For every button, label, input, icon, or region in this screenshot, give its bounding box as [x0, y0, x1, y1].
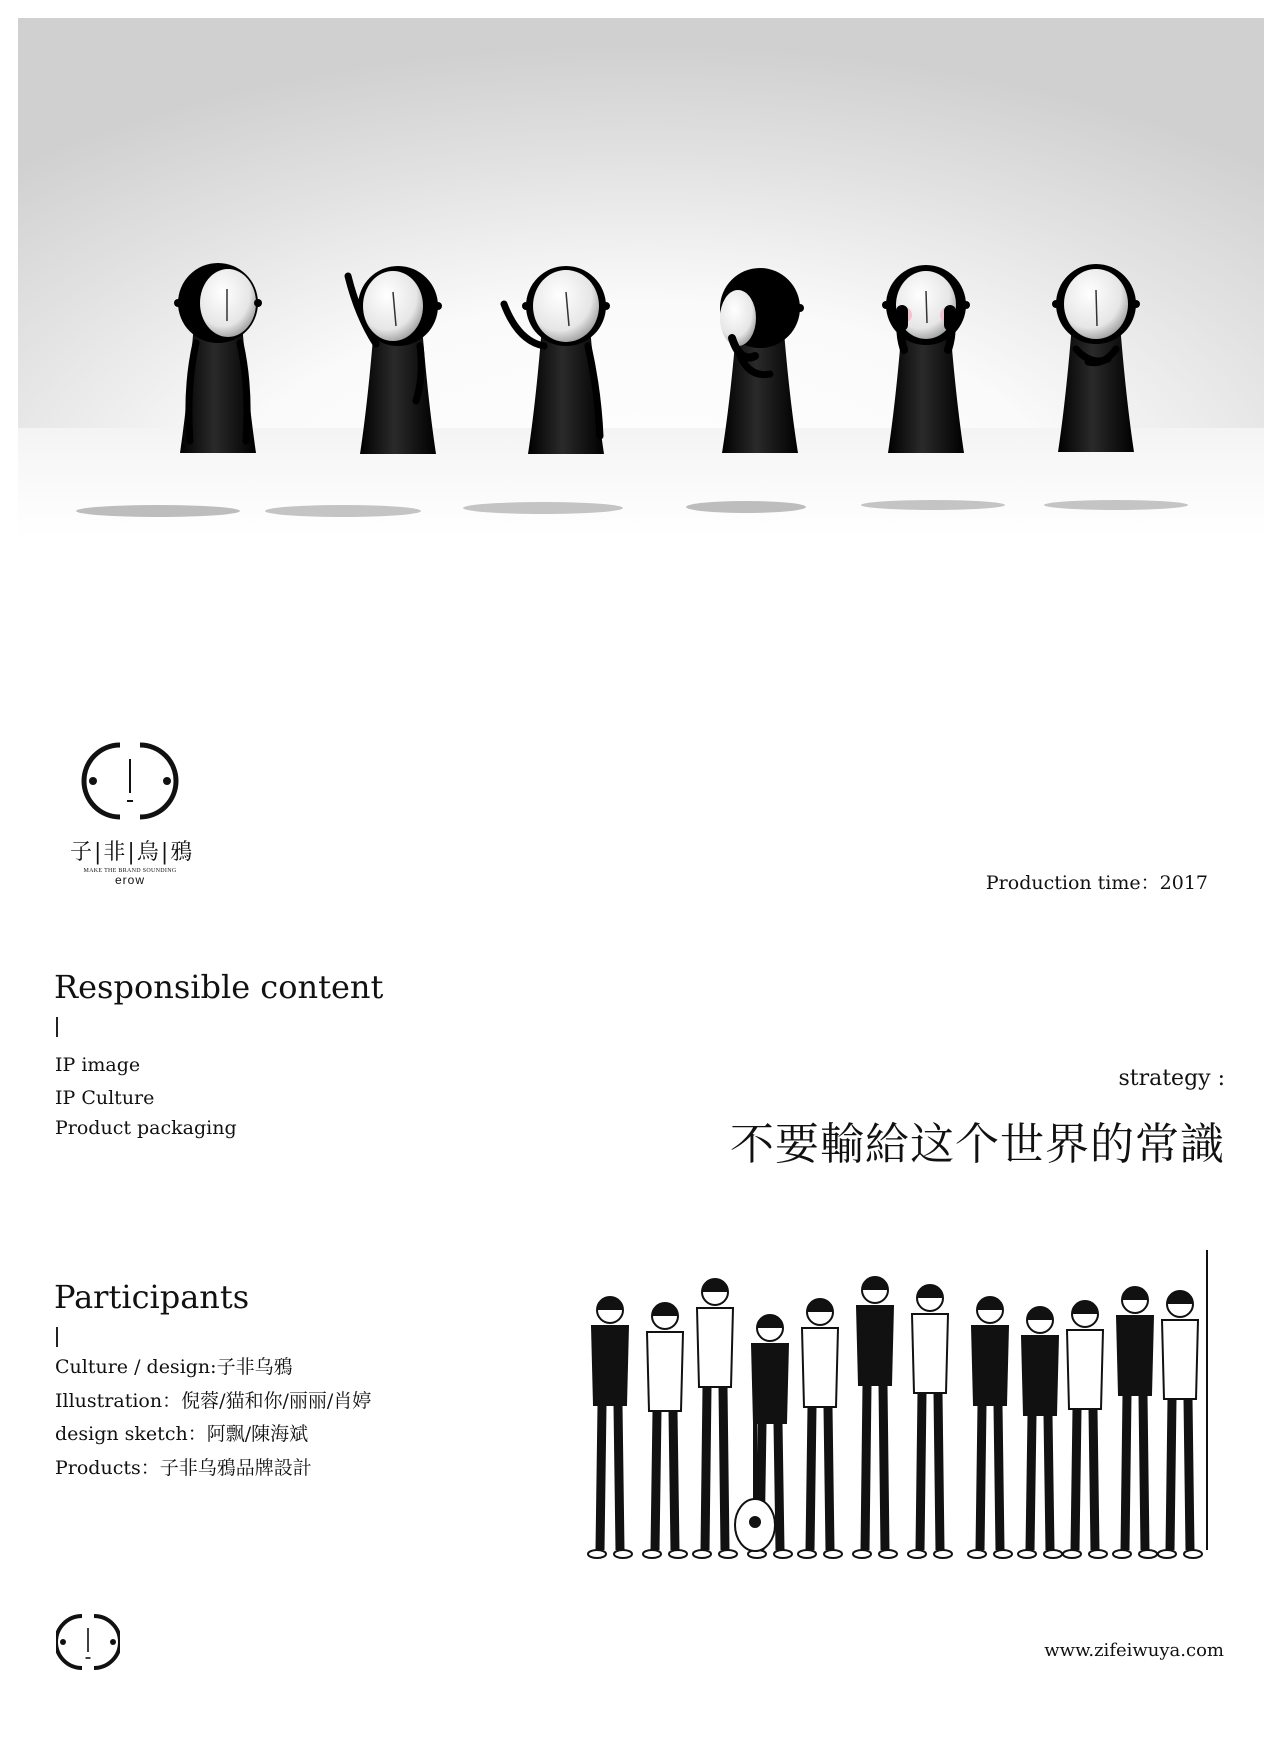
brand-mark-icon — [70, 735, 190, 825]
people-group-illustration — [585, 1250, 1225, 1570]
production-time: Production time：2017 — [985, 872, 1208, 894]
person-figure — [1018, 1307, 1062, 1558]
team-illustration — [585, 1250, 1225, 1574]
responsible-item: IP Culture — [55, 1087, 155, 1109]
person-figure — [798, 1299, 842, 1558]
character-4 — [720, 268, 804, 453]
website-url: www.zifeiwuya.com — [1044, 1640, 1224, 1661]
person-figure — [1113, 1287, 1157, 1558]
hero-image — [18, 18, 1264, 538]
shadow-6 — [1044, 500, 1188, 510]
brand-name-cn: 子|非|烏|鴉 — [70, 840, 195, 865]
character-2 — [348, 266, 442, 454]
responsible-divider — [56, 1017, 58, 1037]
responsible-heading: Responsible content — [54, 968, 384, 1006]
character-1 — [174, 263, 262, 453]
participants-divider — [56, 1327, 58, 1347]
brand-tagline: MAKE THE BRAND SOUNDING — [83, 868, 177, 874]
person-figure — [1158, 1291, 1202, 1558]
character-3 — [504, 266, 610, 454]
person-figure — [1063, 1301, 1107, 1558]
shadow-1 — [76, 505, 240, 517]
person-figure — [588, 1297, 632, 1558]
shadow-3 — [463, 502, 623, 514]
responsible-item: IP image — [55, 1054, 141, 1076]
responsible-item: Product packaging — [55, 1117, 237, 1139]
participant-item: Illustration：倪蓉/猫和你/丽丽/肖婷 — [55, 1390, 372, 1412]
person-figure — [643, 1303, 687, 1558]
brand-logo — [70, 735, 195, 887]
footer-logo — [56, 1610, 120, 1678]
participants-heading: Participants — [54, 1278, 250, 1316]
participant-item: design sketch：阿飘/陳海斌 — [55, 1423, 309, 1445]
brand-mark-icon — [56, 1610, 120, 1674]
shadow-4 — [686, 501, 806, 513]
strategy-slogan: 不要輸給这个世界的常識 — [730, 1119, 1225, 1170]
participant-item: Products：子非乌鴉品牌設計 — [55, 1457, 312, 1479]
person-figure — [853, 1277, 897, 1558]
brand-sub: erow — [114, 873, 145, 887]
person-figure — [968, 1297, 1012, 1558]
participant-item: Culture / design:子非乌鴉 — [55, 1356, 293, 1378]
character-6 — [1052, 264, 1140, 452]
character-5 — [882, 265, 970, 453]
person-figure — [908, 1285, 952, 1558]
shadow-2 — [265, 505, 421, 517]
strategy-label: strategy : — [1118, 1066, 1225, 1091]
person-figure — [693, 1279, 737, 1558]
shadow-5 — [861, 500, 1005, 510]
character-lineup-illustration — [18, 18, 1264, 538]
